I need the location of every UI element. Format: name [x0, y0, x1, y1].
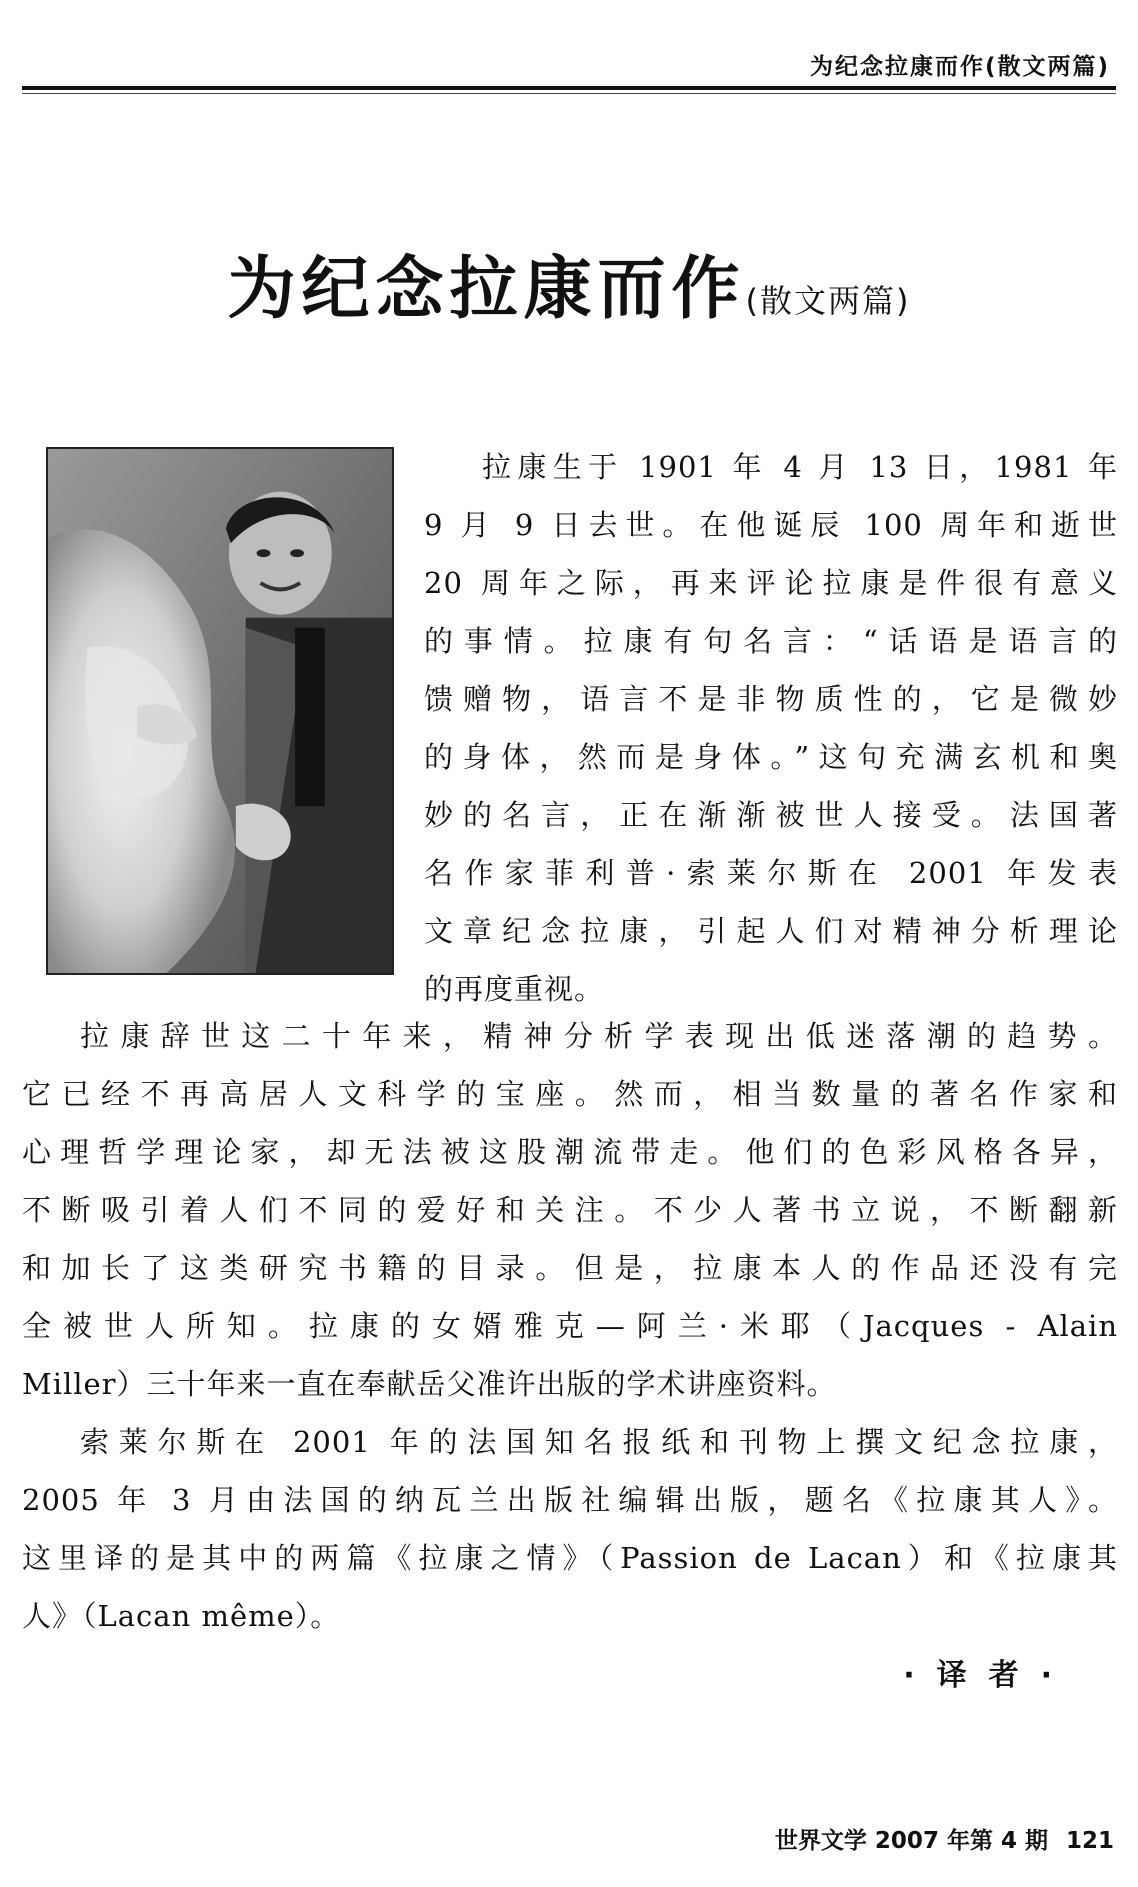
intro-paragraph [424, 438, 1118, 1018]
article-title [0, 235, 1138, 332]
intro-line: 的事情。拉康有句名言：“话语是语言的 [424, 624, 1118, 658]
body-line: 这里译的是其中的两篇《拉康之情》（Passion de Lacan）和《拉康其 [22, 1541, 1118, 1575]
body-line: 索莱尔斯在 2001 年的法国知名报纸和刊物上撰文纪念拉康， [80, 1425, 1118, 1459]
lacan-photo [46, 447, 394, 975]
footer-publication: 世界文学 2007 年第 4 期 [774, 1828, 1048, 1854]
intro-line: 名作家菲利普·索莱尔斯在 2001 年发表 [424, 856, 1118, 890]
intro-line: 的身体，然而是身体。”这句充满玄机和奥 [424, 740, 1118, 774]
header-rule [22, 86, 1116, 90]
intro-line: 9 月 9 日去世。在他诞辰 100 周年和逝世 [424, 508, 1118, 542]
intro-line: 文章纪念拉康，引起人们对精神分析理论 [424, 914, 1118, 948]
body-line: 2005 年 3 月由法国的纳瓦兰出版社编辑出版，题名《拉康其人》。 [22, 1483, 1118, 1517]
translator-signature: ·译者· [903, 1658, 1074, 1693]
page-footer [775, 1822, 1114, 1855]
footer-page-number: 121 [1065, 1828, 1114, 1854]
intro-line: 的再度重视。 [424, 972, 605, 1006]
body-line: 它已经不再高居人文科学的宝座。然而，相当数量的著名作家和 [22, 1077, 1118, 1111]
intro-line: 20 周年之际，再来评论拉康是件很有意义 [424, 566, 1118, 600]
body-line: 心理哲学理论家，却无法被这股潮流带走。他们的色彩风格各异， [22, 1135, 1118, 1169]
body-line: 全被世人所知。拉康的女婿雅克—阿兰·米耶（Jacques - Alain [22, 1309, 1118, 1343]
intro-line: 拉康生于 1901 年 4 月 13 日，1981 年 [482, 450, 1118, 484]
body-line: 拉康辞世这二十年来，精神分析学表现出低迷落潮的趋势。 [80, 1019, 1118, 1053]
running-header: 为纪念拉康而作(散文两篇) [809, 54, 1110, 80]
header-rule-thin [22, 93, 1116, 94]
body-line: 和加长了这类研究书籍的目录。但是，拉康本人的作品还没有完 [22, 1251, 1118, 1285]
title-main: 为纪念拉康而作 [227, 249, 746, 329]
photo-illustration [48, 449, 392, 973]
body-line: 人》（Lacan même）。 [22, 1599, 341, 1633]
intro-line: 馈赠物，语言不是非物质性的，它是微妙 [424, 682, 1118, 716]
body-paragraph-1 [22, 1007, 1118, 1413]
body-line: 不断吸引着人们不同的爱好和关注。不少人著书立说，不断翻新 [22, 1193, 1118, 1227]
title-subtitle: (散文两篇) [745, 282, 911, 320]
intro-line: 妙的名言，正在渐渐被世人接受。法国著 [424, 798, 1118, 832]
body-paragraph-2 [22, 1413, 1118, 1645]
body-line: Miller）三十年来一直在奉献岳父准许出版的学术讲座资料。 [22, 1367, 837, 1401]
